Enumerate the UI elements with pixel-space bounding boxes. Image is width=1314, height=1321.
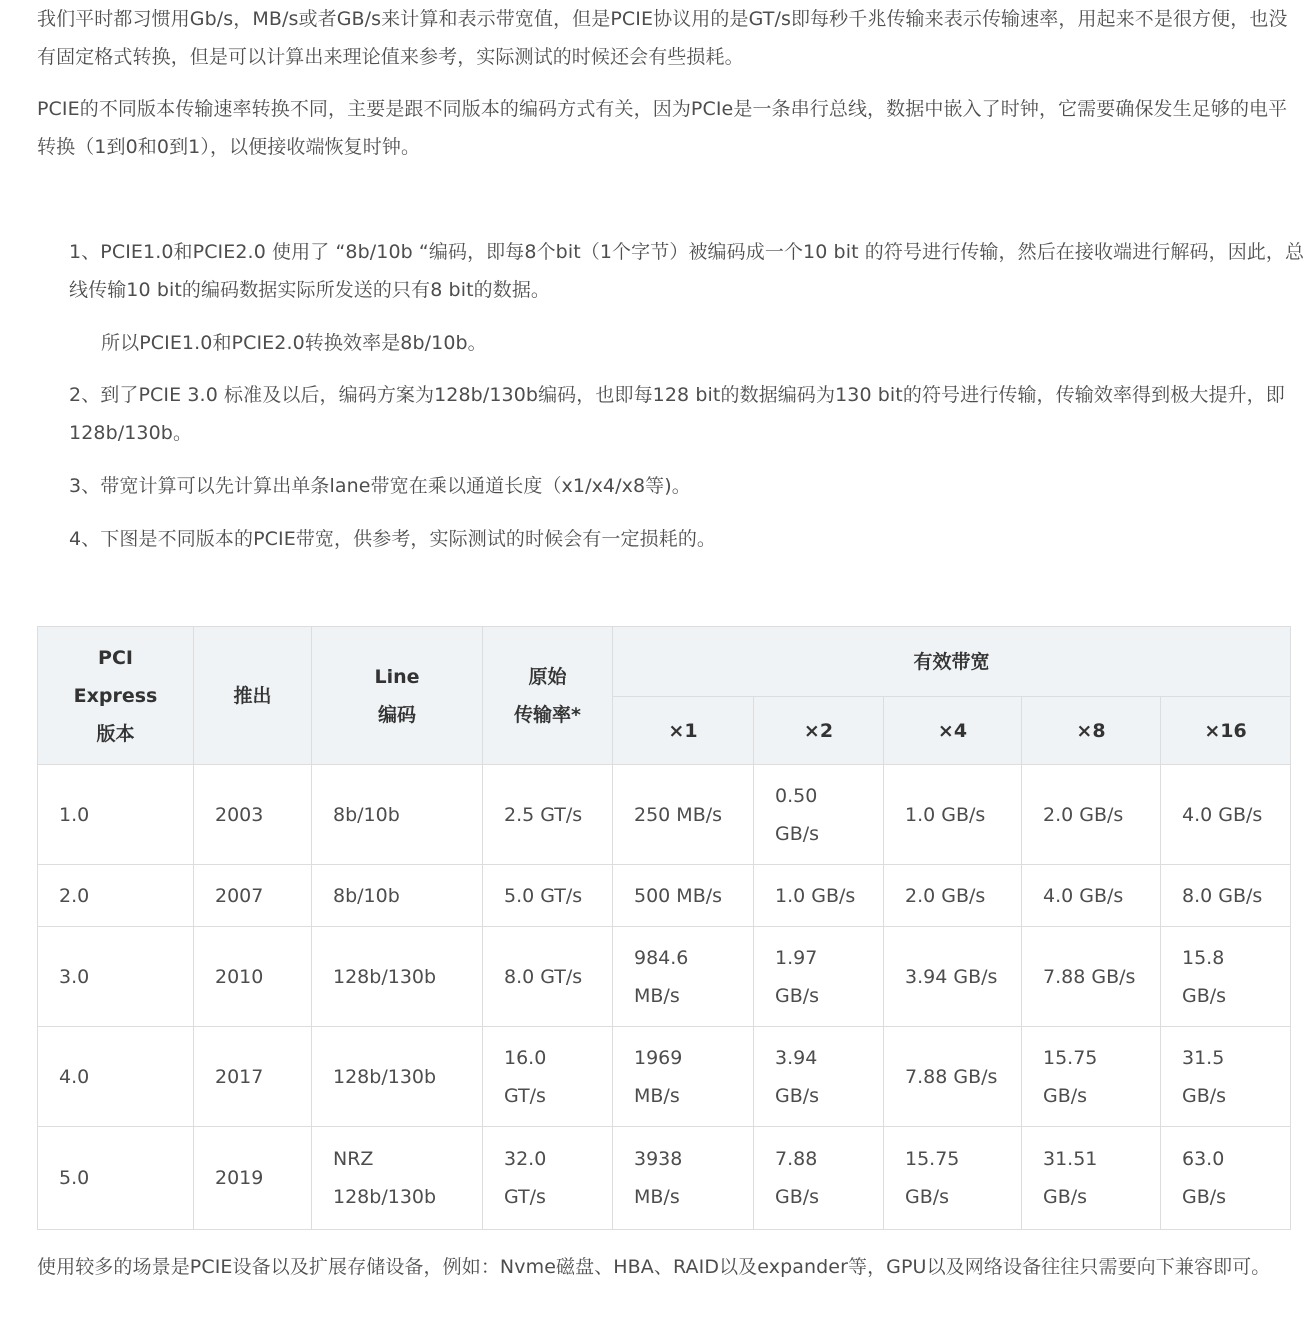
cell-code: 8b/10b (312, 765, 483, 865)
header-version: PCI Express 版本 (38, 627, 194, 765)
cell-x4: 7.88 GB/s (884, 1027, 1022, 1127)
table-row (38, 1027, 1291, 1127)
pcie-bandwidth-table (37, 626, 1291, 1230)
cell-version: 1.0 (38, 765, 194, 865)
cell-x16: 4.0 GB/s (1161, 765, 1291, 865)
cell-x2: 7.88 GB/s (754, 1127, 884, 1230)
cell-rate: 32.0 GT/s (483, 1127, 613, 1230)
paragraph-point-1: 1、PCIE1.0和PCIE2.0 使用了 “8b/10b “编码，即每8个bit（1个字节）被编码成一个10 bit 的符号进行传输，然后在接收端进行解码，因此，总线传输10 bit的编码数据实际所发送的只有8 bit的数据。 (69, 241, 1305, 301)
cell-year: 2010 (194, 927, 312, 1027)
header-line-code: Line 编码 (312, 627, 483, 765)
cell-x16: 8.0 GB/s (1161, 865, 1291, 927)
header-lane-x8: ×8 (1022, 697, 1161, 765)
cell-version: 5.0 (38, 1127, 194, 1230)
cell-x4: 2.0 GB/s (884, 865, 1022, 927)
cell-x8: 7.88 GB/s (1022, 927, 1161, 1027)
table-row (38, 765, 1291, 865)
header-effective-bandwidth: 有效带宽 (613, 627, 1291, 697)
header-lane-x4: ×4 (884, 697, 1022, 765)
cell-version: 3.0 (38, 927, 194, 1027)
header-lane-x2: ×2 (754, 697, 884, 765)
cell-x1: 500 MB/s (613, 865, 754, 927)
table-row (38, 927, 1291, 1027)
cell-x4: 15.75 GB/s (884, 1127, 1022, 1230)
cell-code: 128b/130b (312, 1027, 483, 1127)
cell-year: 2003 (194, 765, 312, 865)
cell-x8: 4.0 GB/s (1022, 865, 1161, 927)
cell-x2: 1.0 GB/s (754, 865, 884, 927)
cell-x2: 0.50 GB/s (754, 765, 884, 865)
table-row (38, 1127, 1291, 1230)
table-row (38, 865, 1291, 927)
cell-x8: 31.51 GB/s (1022, 1127, 1161, 1230)
cell-x16: 31.5 GB/s (1161, 1027, 1291, 1127)
cell-x2: 3.94 GB/s (754, 1027, 884, 1127)
cell-x16: 63.0 GB/s (1161, 1127, 1291, 1230)
header-lane-x16: ×16 (1161, 697, 1291, 765)
cell-code-line1: NRZ (333, 1148, 374, 1170)
paragraph-point-1-summary: 所以PCIE1.0和PCIE2.0转换效率是8b/10b。 (101, 332, 487, 354)
header-raw-rate: 原始 传输率* (483, 627, 613, 765)
header-lane-x1: ×1 (613, 697, 754, 765)
cell-x2: 1.97 GB/s (754, 927, 884, 1027)
cell-version: 4.0 (38, 1027, 194, 1127)
cell-year: 2017 (194, 1027, 312, 1127)
cell-x4: 1.0 GB/s (884, 765, 1022, 865)
cell-x4: 3.94 GB/s (884, 927, 1022, 1027)
paragraph-point-3: 3、带宽计算可以先计算出单条lane带宽在乘以通道长度（x1/x4/x8等)。 (69, 475, 691, 497)
cell-version: 2.0 (38, 865, 194, 927)
paragraph-encoding-reason: PCIE的不同版本传输速率转换不同，主要是跟不同版本的编码方式有关，因为PCIe是一条串行总线，数据中嵌入了时钟，它需要确保发生足够的电平转换（1到0和0到1），以便接收端恢复时钟。 (37, 98, 1288, 158)
cell-rate: 5.0 GT/s (483, 865, 613, 927)
cell-rate: 8.0 GT/s (483, 927, 613, 1027)
cell-x1: 250 MB/s (613, 765, 754, 865)
cell-rate: 2.5 GT/s (483, 765, 613, 865)
cell-x16: 15.8 GB/s (1161, 927, 1291, 1027)
cell-rate: 16.0 GT/s (483, 1027, 613, 1127)
cell-year: 2019 (194, 1127, 312, 1230)
cell-year: 2007 (194, 865, 312, 927)
cell-code-line2: 128b/130b (333, 1186, 437, 1208)
paragraph-point-4: 4、下图是不同版本的PCIE带宽，供参考，实际测试的时候会有一定损耗的。 (69, 528, 717, 550)
cell-x1: 3938 MB/s (613, 1127, 754, 1230)
paragraph-usage: 使用较多的场景是PCIE设备以及扩展存储设备，例如：Nvme磁盘、HBA、RAID以及expander等，GPU以及网络设备往往只需要向下兼容即可。 (37, 1256, 1271, 1278)
cell-x1: 1969 MB/s (613, 1027, 754, 1127)
cell-x8: 15.75 GB/s (1022, 1027, 1161, 1127)
cell-code (312, 1127, 483, 1230)
cell-x1: 984.6 MB/s (613, 927, 754, 1027)
cell-code: 8b/10b (312, 865, 483, 927)
header-release: 推出 (194, 627, 312, 765)
cell-x8: 2.0 GB/s (1022, 765, 1161, 865)
paragraph-intro: 我们平时都习惯用Gb/s，MB/s或者GB/s来计算和表示带宽值，但是PCIE协议用的是GT/s即每秒千兆传输来表示传输速率，用起来不是很方便，也没有固定格式转换，但是可以计算出来理论值来参考，实际测试的时候还会有些损耗。 (37, 8, 1288, 68)
paragraph-point-2: 2、到了PCIE 3.0 标准及以后，编码方案为128b/130b编码，也即每128 bit的数据编码为130 bit的符号进行传输，传输效率得到极大提升，即128b/130b。 (69, 384, 1285, 444)
cell-code: 128b/130b (312, 927, 483, 1027)
